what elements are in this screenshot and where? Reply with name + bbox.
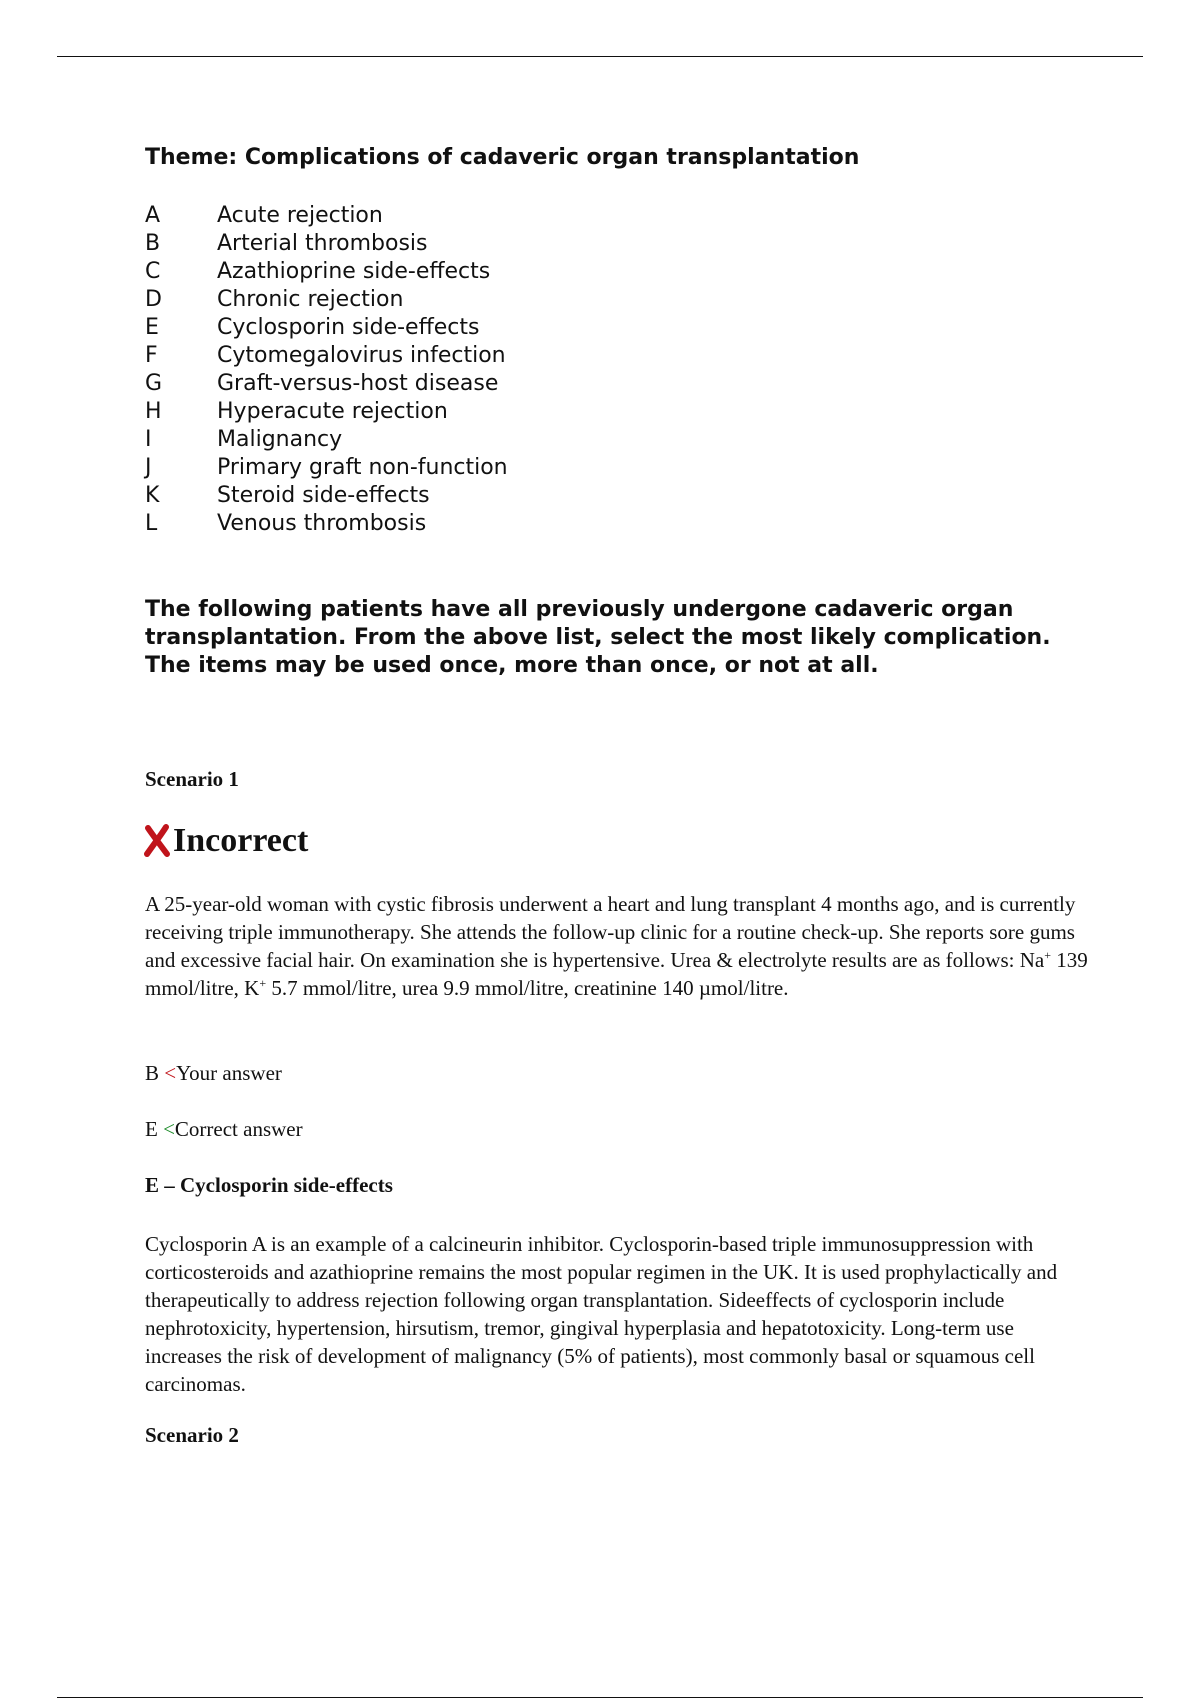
option-letter: D xyxy=(145,287,162,312)
scenario-1-label: Scenario 1 xyxy=(145,767,239,791)
stem-text: 5.7 mmol/litre, urea 9.9 mmol/litre, creatinine 140 µmol/litre. xyxy=(266,976,789,1000)
option-letter: A xyxy=(145,203,161,228)
option-item xyxy=(145,510,508,538)
option-label: Hyperacute rejection xyxy=(217,399,448,424)
option-item xyxy=(145,202,508,230)
option-letter: E xyxy=(145,315,159,340)
your-answer-line xyxy=(145,1061,282,1086)
option-item xyxy=(145,342,508,370)
option-letter: I xyxy=(145,427,152,452)
footer-rule xyxy=(57,1697,1143,1698)
correct-answer-letter: E xyxy=(145,1117,164,1141)
option-letter: K xyxy=(145,483,160,508)
stem-superscript: + xyxy=(1044,948,1051,962)
scenario-2-label: Scenario 2 xyxy=(145,1423,239,1447)
option-item xyxy=(145,258,508,286)
option-item xyxy=(145,286,508,314)
option-label: Arterial thrombosis xyxy=(217,231,428,256)
stem-text: 139 mmol/litre, K xyxy=(145,948,1088,1000)
option-list xyxy=(145,202,508,538)
scenario-1-stem xyxy=(145,890,1095,1002)
answer-heading: E – Cyclosporin side-effects xyxy=(145,1173,393,1197)
your-answer-letter: B xyxy=(145,1061,165,1085)
correct-answer-line xyxy=(145,1117,303,1142)
question-instruction: The following patients have all previously undergone cadaveric organ transplantation. From the above list, select the most likely complication. The items may be used once, more than once, or not at all. xyxy=(145,597,1051,678)
option-label: Cyclosporin side-effects xyxy=(217,315,480,340)
correct-answer-text: Correct answer xyxy=(174,1117,303,1141)
result-label: Incorrect xyxy=(173,822,309,859)
result-status xyxy=(142,822,308,860)
option-letter: H xyxy=(145,399,162,424)
option-letter: G xyxy=(145,371,163,396)
your-answer-text: Your answer xyxy=(176,1061,282,1085)
option-item xyxy=(145,398,508,426)
stem-superscript: + xyxy=(259,976,267,990)
option-letter: C xyxy=(145,259,161,284)
option-item xyxy=(145,426,508,454)
option-label: Steroid side-effects xyxy=(217,483,430,508)
option-letter: F xyxy=(145,343,158,368)
option-item xyxy=(145,370,508,398)
option-label: Cytomegalovirus infection xyxy=(217,343,506,368)
option-item xyxy=(145,454,508,482)
option-item xyxy=(145,482,508,510)
option-letter: J xyxy=(145,455,152,480)
option-item xyxy=(145,230,508,258)
option-letter: L xyxy=(145,511,158,536)
option-label: Malignancy xyxy=(217,427,343,452)
option-letter: B xyxy=(145,231,161,256)
header-rule xyxy=(57,56,1143,57)
correct-answer-marker: < xyxy=(163,1117,175,1141)
option-item xyxy=(145,314,508,342)
option-label: Acute rejection xyxy=(217,203,383,228)
option-label: Venous thrombosis xyxy=(217,511,427,536)
option-label: Azathioprine side-effects xyxy=(217,259,491,284)
option-label: Chronic rejection xyxy=(217,287,404,312)
theme-heading: Theme: Complications of cadaveric organ transplantation xyxy=(145,145,860,170)
stem-text: A 25-year-old woman with cystic fibrosis underwent a heart and lung transplant 4 months ago, and is currently receiving triple immunotherapy. She attends the follow-up clinic for a routine check-up. She reports sore gums and excessive facial hair. On examination she is hypertensive. Urea & electrolyte results are as follows: Na xyxy=(145,892,1076,972)
cross-icon xyxy=(142,824,172,858)
answer-explanation: Cyclosporin A is an example of a calcineurin inhibitor. Cyclosporin-based triple immunosuppression with corticosteroids and azathioprine remains the most popular regimen in the UK. It is used prophylactically and therapeutically to address rejection following organ transplantation. Sideeffects of cyclosporin include nephrotoxicity, hypertension, hirsutism, tremor, gingival hyperplasia and hepatotoxicity. Long-term use increases the risk of development of malignancy (5% of patients), most commonly basal or squamous cell carcinomas. xyxy=(145,1232,1058,1396)
option-label: Primary graft non-function xyxy=(217,455,508,480)
your-answer-marker: < xyxy=(164,1061,177,1085)
option-label: Graft-versus-host disease xyxy=(217,371,499,396)
